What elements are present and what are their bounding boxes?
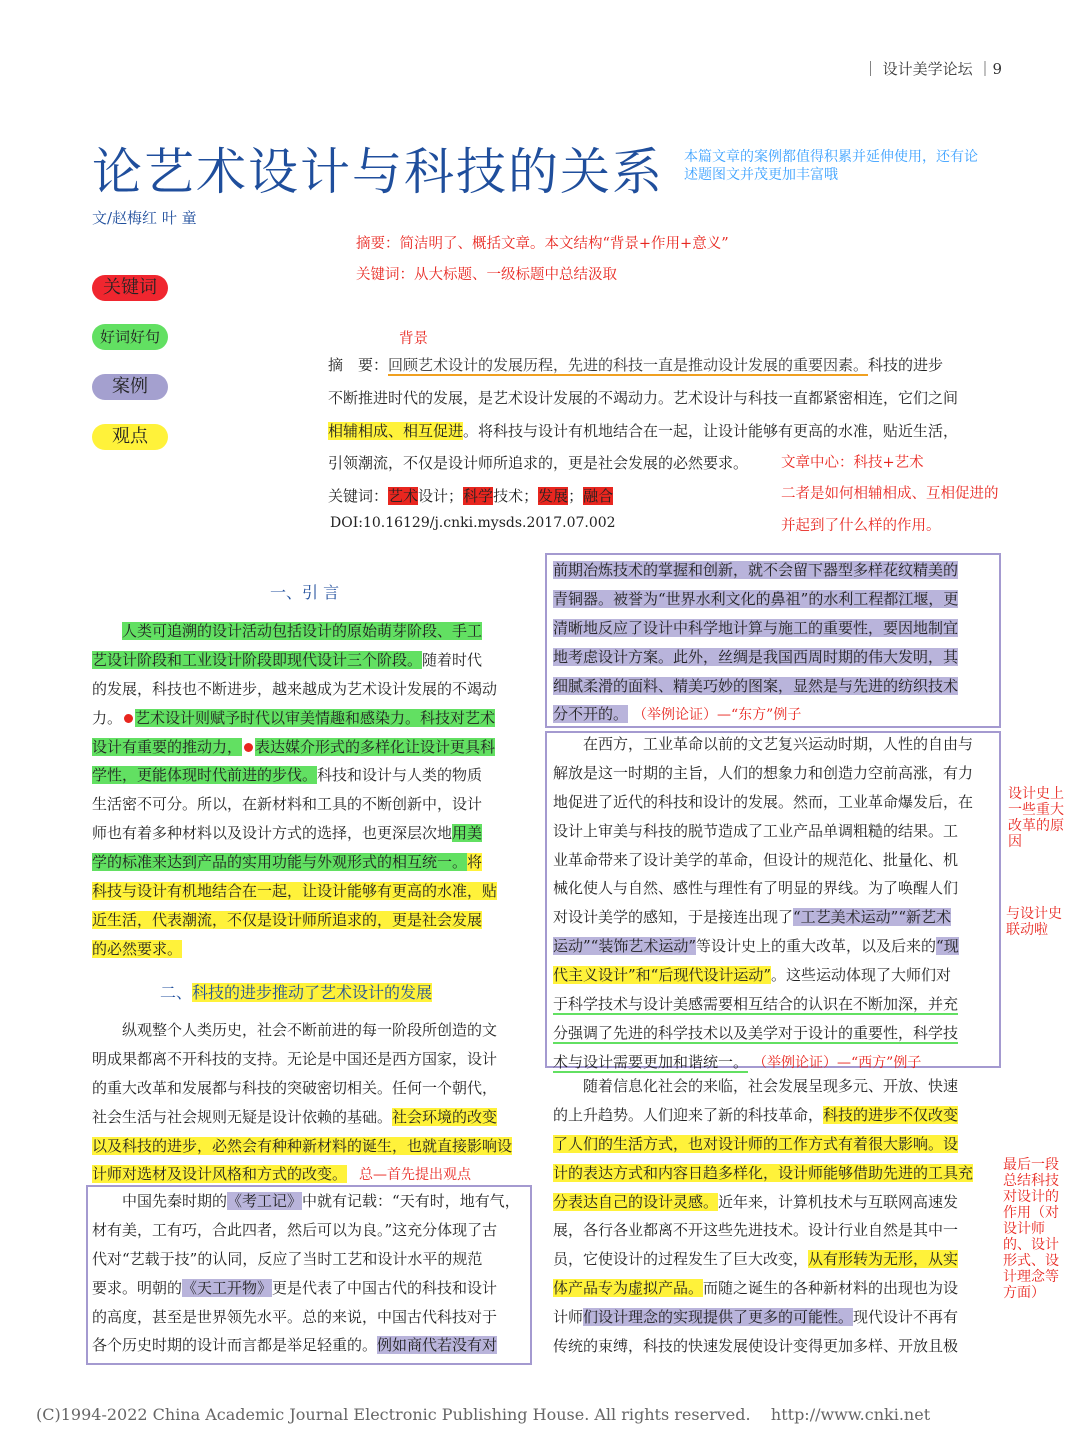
text-line bbox=[553, 903, 991, 932]
legend-keyword: 关键词 bbox=[92, 275, 168, 301]
text-line bbox=[92, 1103, 526, 1132]
text-line bbox=[92, 1245, 526, 1274]
annotation-background: 背景 bbox=[399, 331, 428, 347]
left-para-2 bbox=[92, 1016, 526, 1189]
text-line bbox=[92, 935, 526, 964]
text-span: 随着信息化社会的来临，社会发展呈现多元、开放、快速 bbox=[583, 1077, 959, 1095]
text-span: 术与设计需要更加和谐统一。 bbox=[553, 1052, 749, 1071]
text-line bbox=[92, 1274, 526, 1303]
text-span: 展，各行各业都离不开这些先进技术。设计行业自然是其中一 bbox=[553, 1221, 959, 1240]
text-line bbox=[92, 819, 526, 848]
text-line bbox=[92, 646, 526, 675]
section-2-title bbox=[160, 980, 432, 1003]
text-span: 学的标准来达到产品的实用功能与外观形式的相互统一。 bbox=[92, 853, 468, 872]
text-span: 地促进了近代的科技和设计的发展。然而， bbox=[553, 792, 839, 811]
abstract-text: 相辅相成、相互促进 bbox=[328, 422, 464, 440]
text-line bbox=[553, 1072, 991, 1101]
keyword-text: 设计； bbox=[418, 487, 464, 505]
annotation-center: 文章中心：科技+艺术 bbox=[781, 455, 924, 471]
left-para-1 bbox=[92, 617, 526, 964]
legend-good-words: 好词好句 bbox=[92, 324, 168, 350]
abstract-line-4: 引领潮流，不仅是设计师所追求的，更是社会发展的必然要求。 bbox=[328, 454, 749, 472]
keyword-mark: 融合 bbox=[583, 487, 614, 505]
text-line bbox=[553, 1274, 991, 1303]
text-line bbox=[92, 617, 526, 646]
text-span: 明成果都离不开科技的支持。无论是中国还是西方国家，设计 bbox=[92, 1049, 498, 1068]
text-line bbox=[553, 846, 991, 875]
text-line bbox=[92, 1045, 526, 1074]
text-line bbox=[92, 1132, 526, 1161]
text-line bbox=[92, 733, 526, 762]
abstract-line-1 bbox=[328, 354, 943, 375]
text-line bbox=[92, 877, 526, 906]
keywords-line bbox=[328, 485, 613, 506]
text-span: 了人们的生活方式，也对设计师的工作方式有着很大影响。设 bbox=[553, 1134, 959, 1153]
text-span: 设计有重要的推动力， bbox=[92, 737, 243, 756]
text-span: 随着时代 bbox=[422, 650, 483, 669]
abstract-label: 摘 要： bbox=[328, 356, 389, 374]
section-2-number: 二、 bbox=[160, 983, 193, 1002]
text-span: 中国先秦时期的 bbox=[122, 1192, 228, 1210]
text-span: 的发展，科技也不断进步，越来越成为艺术设计发展的不竭动 bbox=[92, 679, 498, 698]
text-span: 业革命带来了设计美学的革命，但设计的规范化、批量化、机 bbox=[553, 850, 959, 869]
text-span: 各个历史时期的设计而言都是举足轻重的。 bbox=[92, 1336, 378, 1355]
text-span: 社会环境的改变 bbox=[392, 1107, 498, 1126]
text-line bbox=[92, 790, 526, 819]
text-span: 现代设计不再有 bbox=[853, 1308, 959, 1327]
text-span: 计师 bbox=[553, 1308, 584, 1327]
keyword-mark: 发展 bbox=[538, 487, 569, 505]
abstract-text: 回顾艺术设计的发展历程，先进的科技一直是推动设计发展的重要因素。 bbox=[388, 356, 869, 374]
text-span: 人类可追溯的设计活动包括设计的原始萌芽阶段、手工 bbox=[122, 622, 483, 640]
text-span: 体产品专为虚拟产品。 bbox=[553, 1279, 704, 1298]
annotation-last-paragraph: 最后一段总结科技对设计的作用（对设计师的、设计形式、设计理念等方面） bbox=[1003, 1157, 1059, 1301]
text-line bbox=[553, 643, 991, 672]
text-span: 在西方，工业革命以前的文艺复兴运动时期，人性的自由与 bbox=[583, 735, 974, 753]
text-line bbox=[553, 1303, 991, 1332]
text-line bbox=[553, 788, 991, 817]
text-line bbox=[92, 1216, 526, 1245]
keyword-text: ； bbox=[568, 487, 584, 505]
text-span: 分强调了先进的科学技术以及美学对于设计的重要性，科学技 bbox=[553, 1023, 959, 1042]
text-span: 总—首先提出观点 bbox=[359, 1167, 472, 1184]
text-span: 工 bbox=[943, 821, 959, 840]
text-line bbox=[553, 1245, 991, 1274]
text-span: 力。 bbox=[92, 708, 123, 727]
text-line bbox=[553, 932, 991, 961]
text-span: 艺设计阶段和工业设计阶段即现代设计三个阶段。 bbox=[92, 650, 423, 669]
abstract-text: 。将科技与设计有机地结合在一起，让设计能够有更高的水准，贴近生活， bbox=[463, 422, 959, 440]
text-span: 将 bbox=[467, 853, 483, 872]
text-span: “现 bbox=[936, 937, 959, 956]
text-span: 《考工记》 bbox=[227, 1192, 303, 1210]
text-line bbox=[553, 700, 991, 729]
text-line bbox=[553, 614, 991, 643]
section-1-title: 一、引 言 bbox=[270, 583, 340, 602]
right-para-1 bbox=[553, 556, 991, 729]
text-line bbox=[92, 1303, 526, 1332]
legend-case: 案例 bbox=[92, 374, 168, 400]
keyword-mark: 艺术 bbox=[388, 487, 419, 505]
text-span: 传统的束缚，科技的快速发展使设计变得更加多样、开放且极 bbox=[553, 1337, 959, 1356]
text-span: 表达媒介形式的多样化让设计更具科 bbox=[255, 737, 496, 756]
text-line bbox=[92, 848, 526, 877]
annotation-center-2b: 并起到了什么样的作用。 bbox=[781, 518, 941, 534]
text-span: 细腻柔滑的面料、精美巧妙的图案，显然是与先进的纺织技术 bbox=[553, 676, 959, 695]
text-line bbox=[553, 1130, 991, 1159]
text-line bbox=[553, 672, 991, 701]
doi: DOI:10.16129/j.cnki.mysds.2017.07.002 bbox=[330, 515, 616, 531]
text-span: 材有美，工有巧，合此四者，然后可以为良。”这充分体现了古 bbox=[92, 1220, 498, 1239]
annotation-side-note: 本篇文章的案例都值得积累并延伸使用，还有论述题图文并茂更加丰富哦 bbox=[684, 149, 978, 183]
text-span: 械化使人与自然、感性与理性有了明显的界线。为了唤醒人们 bbox=[553, 879, 959, 898]
text-line bbox=[553, 1159, 991, 1188]
text-span: 工业革命爆发后，在 bbox=[838, 792, 974, 811]
annotation-abstract: 摘要：简洁明了、概括文章。本文结构“背景+作用+意义” bbox=[356, 236, 729, 252]
annotation-keywords: 关键词：从大标题、一级标题中总结汲取 bbox=[356, 267, 617, 283]
text-span: 代主义设计”和“后现代设计运动” bbox=[553, 966, 772, 985]
text-span: 前期冶炼技术的掌握和创新，就不会留下器型多样花纹精美的 bbox=[553, 561, 959, 579]
text-span: 科技的进步不仅改变 bbox=[823, 1105, 959, 1124]
text-span: 对设计美学的感知，于是接连出现了 bbox=[553, 908, 794, 927]
left-para-3 bbox=[92, 1187, 526, 1360]
text-line bbox=[92, 1331, 526, 1360]
abstract-text: 科技的进步 bbox=[868, 356, 944, 374]
text-span: 而随之诞生的各种新材料的出现也为设 bbox=[703, 1279, 959, 1298]
keywords-label: 关键词： bbox=[328, 487, 389, 505]
text-span: 科技和设计与人类的物质 bbox=[317, 766, 483, 785]
abstract-line-2: 不断推进时代的发展，是艺术设计发展的不竭动力。艺术设计与科技一直都紧密相连，它们之间 bbox=[328, 389, 959, 407]
section-2-heading: 科技的进步推动了艺术设计的发展 bbox=[192, 983, 433, 1002]
text-span: 分不开的。 bbox=[553, 705, 629, 724]
text-span: 计师对选材及设计风格和方式的改变。 bbox=[92, 1165, 348, 1184]
text-line bbox=[92, 906, 526, 935]
text-span: 代对“艺载于技”的认同，反应了当时工艺和设计水平的规范 bbox=[92, 1249, 483, 1268]
text-span: 员，它使设计的过程发生了巨大改变， bbox=[553, 1250, 809, 1269]
text-span: 的必然要求。 bbox=[92, 939, 183, 958]
text-line bbox=[553, 1019, 991, 1048]
text-span: 纵观整个人类历史，社会不断前进的每一阶段所创造的文 bbox=[122, 1021, 498, 1039]
copyright-footer: (C)1994-2022 China Academic Journal Electronic Publishing House. All rights reserved. http://www.cnki.net bbox=[36, 1405, 931, 1424]
text-line bbox=[553, 730, 991, 759]
text-span: 清晰地反应了设计中科学地计算与施工的重要性，要因地制宜 bbox=[553, 618, 959, 637]
text-line bbox=[553, 817, 991, 846]
text-line bbox=[92, 1016, 526, 1045]
text-line bbox=[553, 759, 991, 788]
text-span: 社会生活与社会规则无疑是设计依赖的基础。 bbox=[92, 1107, 393, 1126]
text-span: 设计上审美与科技的脱节造成了工业产品单调粗糙的结果。 bbox=[553, 821, 944, 840]
abstract-line-3 bbox=[328, 420, 958, 441]
annotation-center-2a: 二者是如何相辅相成、互相促进的 bbox=[781, 486, 999, 502]
text-span: 中就有记载：“天有时，地有气， bbox=[302, 1192, 520, 1210]
text-span: 地考虑设计方案。此外，丝绸是我国西周时期的伟大发明，其 bbox=[553, 647, 959, 666]
annotation-design-history: 设计史上一些重大改革的原因 bbox=[1008, 786, 1064, 850]
text-span: 近年来，计算机技术与互联网高速发 bbox=[718, 1192, 959, 1211]
bullet-dot-icon bbox=[244, 743, 253, 752]
text-span: 艺术设计则赋予时代以审美情趣和感染力。科技对艺术 bbox=[135, 708, 496, 727]
article-title: 论艺术设计与科技的关系 bbox=[92, 143, 664, 201]
text-span: 例如商代若没有对 bbox=[377, 1336, 498, 1355]
running-header: ｜ 设计美学论坛 ｜9 bbox=[862, 60, 1002, 78]
author-line: 文/赵梅红 叶 童 bbox=[92, 209, 197, 227]
text-line bbox=[92, 761, 526, 790]
text-line bbox=[553, 961, 991, 990]
text-line bbox=[553, 1216, 991, 1245]
text-line bbox=[553, 1101, 991, 1130]
keyword-mark: 科学 bbox=[463, 487, 494, 505]
text-span: 分表达自己的设计灵感。 bbox=[553, 1192, 719, 1211]
text-span: 的高度，甚至是世界领先水平。总的来说，中国古代科技对于 bbox=[92, 1307, 498, 1326]
text-span: 的上升趋势。人们迎来了新的科技革命， bbox=[553, 1105, 824, 1124]
text-span: 科技与设计有机地结合在一起，让设计能够有更高的水准，贴 bbox=[92, 882, 498, 901]
text-span: 以及科技的进步，必然会有种种新材料的诞生，也就直接影响设 bbox=[92, 1136, 513, 1155]
text-span: 等设计史上的重大改革，以及后来的 bbox=[696, 937, 937, 956]
text-span: 运动”“装饰艺术运动” bbox=[553, 937, 697, 956]
bullet-dot-icon bbox=[124, 714, 133, 723]
text-span: 师也有着多种材料以及设计方式的选择，也更深层次地 bbox=[92, 824, 453, 843]
right-para-2 bbox=[553, 730, 991, 1077]
annotation-link-history: 与设计史联动啦 bbox=[1006, 906, 1062, 938]
text-span: 用美 bbox=[452, 824, 483, 843]
text-line bbox=[92, 1074, 526, 1103]
text-line bbox=[553, 1332, 991, 1361]
text-span: 近生活，代表潮流，不仅是设计师所追求的，更是社会发展 bbox=[92, 910, 483, 929]
text-span: 《天工开物》 bbox=[182, 1278, 273, 1297]
text-line bbox=[92, 675, 526, 704]
text-line bbox=[553, 874, 991, 903]
text-span: 们设计理念的实现提供了更多的可能性。 bbox=[583, 1308, 854, 1327]
text-line bbox=[553, 556, 991, 585]
text-span: 解放是这一时期的主旨，人们的想象力和创造力空前高涨，有力 bbox=[553, 763, 974, 782]
text-span: 生活密不可分。所以，在新材料和工具的不断创新中，设计 bbox=[92, 795, 483, 814]
text-span: 于科学技术与设计美感需要相互结合的认识在不断加深，并充 bbox=[553, 995, 959, 1014]
text-span: 计的表达方式和内容日趋多样化，设计师能够借助先进的工具充 bbox=[553, 1163, 974, 1182]
text-line bbox=[92, 1187, 526, 1216]
text-line bbox=[553, 585, 991, 614]
text-span: 从有形转为无形，从实 bbox=[808, 1250, 959, 1269]
text-span: 更是代表了中国古代的科技和设计 bbox=[272, 1278, 498, 1297]
legend-viewpoint: 观点 bbox=[92, 424, 168, 450]
text-span: 青铜器。被誉为“世界水利文化的鼻祖”的水利工程都江堰，更 bbox=[553, 589, 959, 608]
text-span: （举例论证）—“西方”例子 bbox=[760, 1054, 922, 1071]
text-span: （举例论证）—“东方”例子 bbox=[640, 707, 802, 724]
keyword-text: 技术； bbox=[493, 487, 539, 505]
text-span: 要求。明朝的 bbox=[92, 1278, 183, 1297]
text-line bbox=[553, 990, 991, 1019]
text-line bbox=[553, 1188, 991, 1217]
text-line bbox=[92, 704, 526, 733]
right-para-3 bbox=[553, 1072, 991, 1361]
text-span: 学性，更能体现时代前进的步伐。 bbox=[92, 766, 318, 785]
text-span: 。这些运动体现了大师们对 bbox=[771, 966, 952, 985]
text-span: 的重大改革和发展都与科技的突破密切相关。任何一个朝代， bbox=[92, 1078, 498, 1097]
text-span: “工艺美术运动”“新艺术 bbox=[793, 908, 952, 927]
